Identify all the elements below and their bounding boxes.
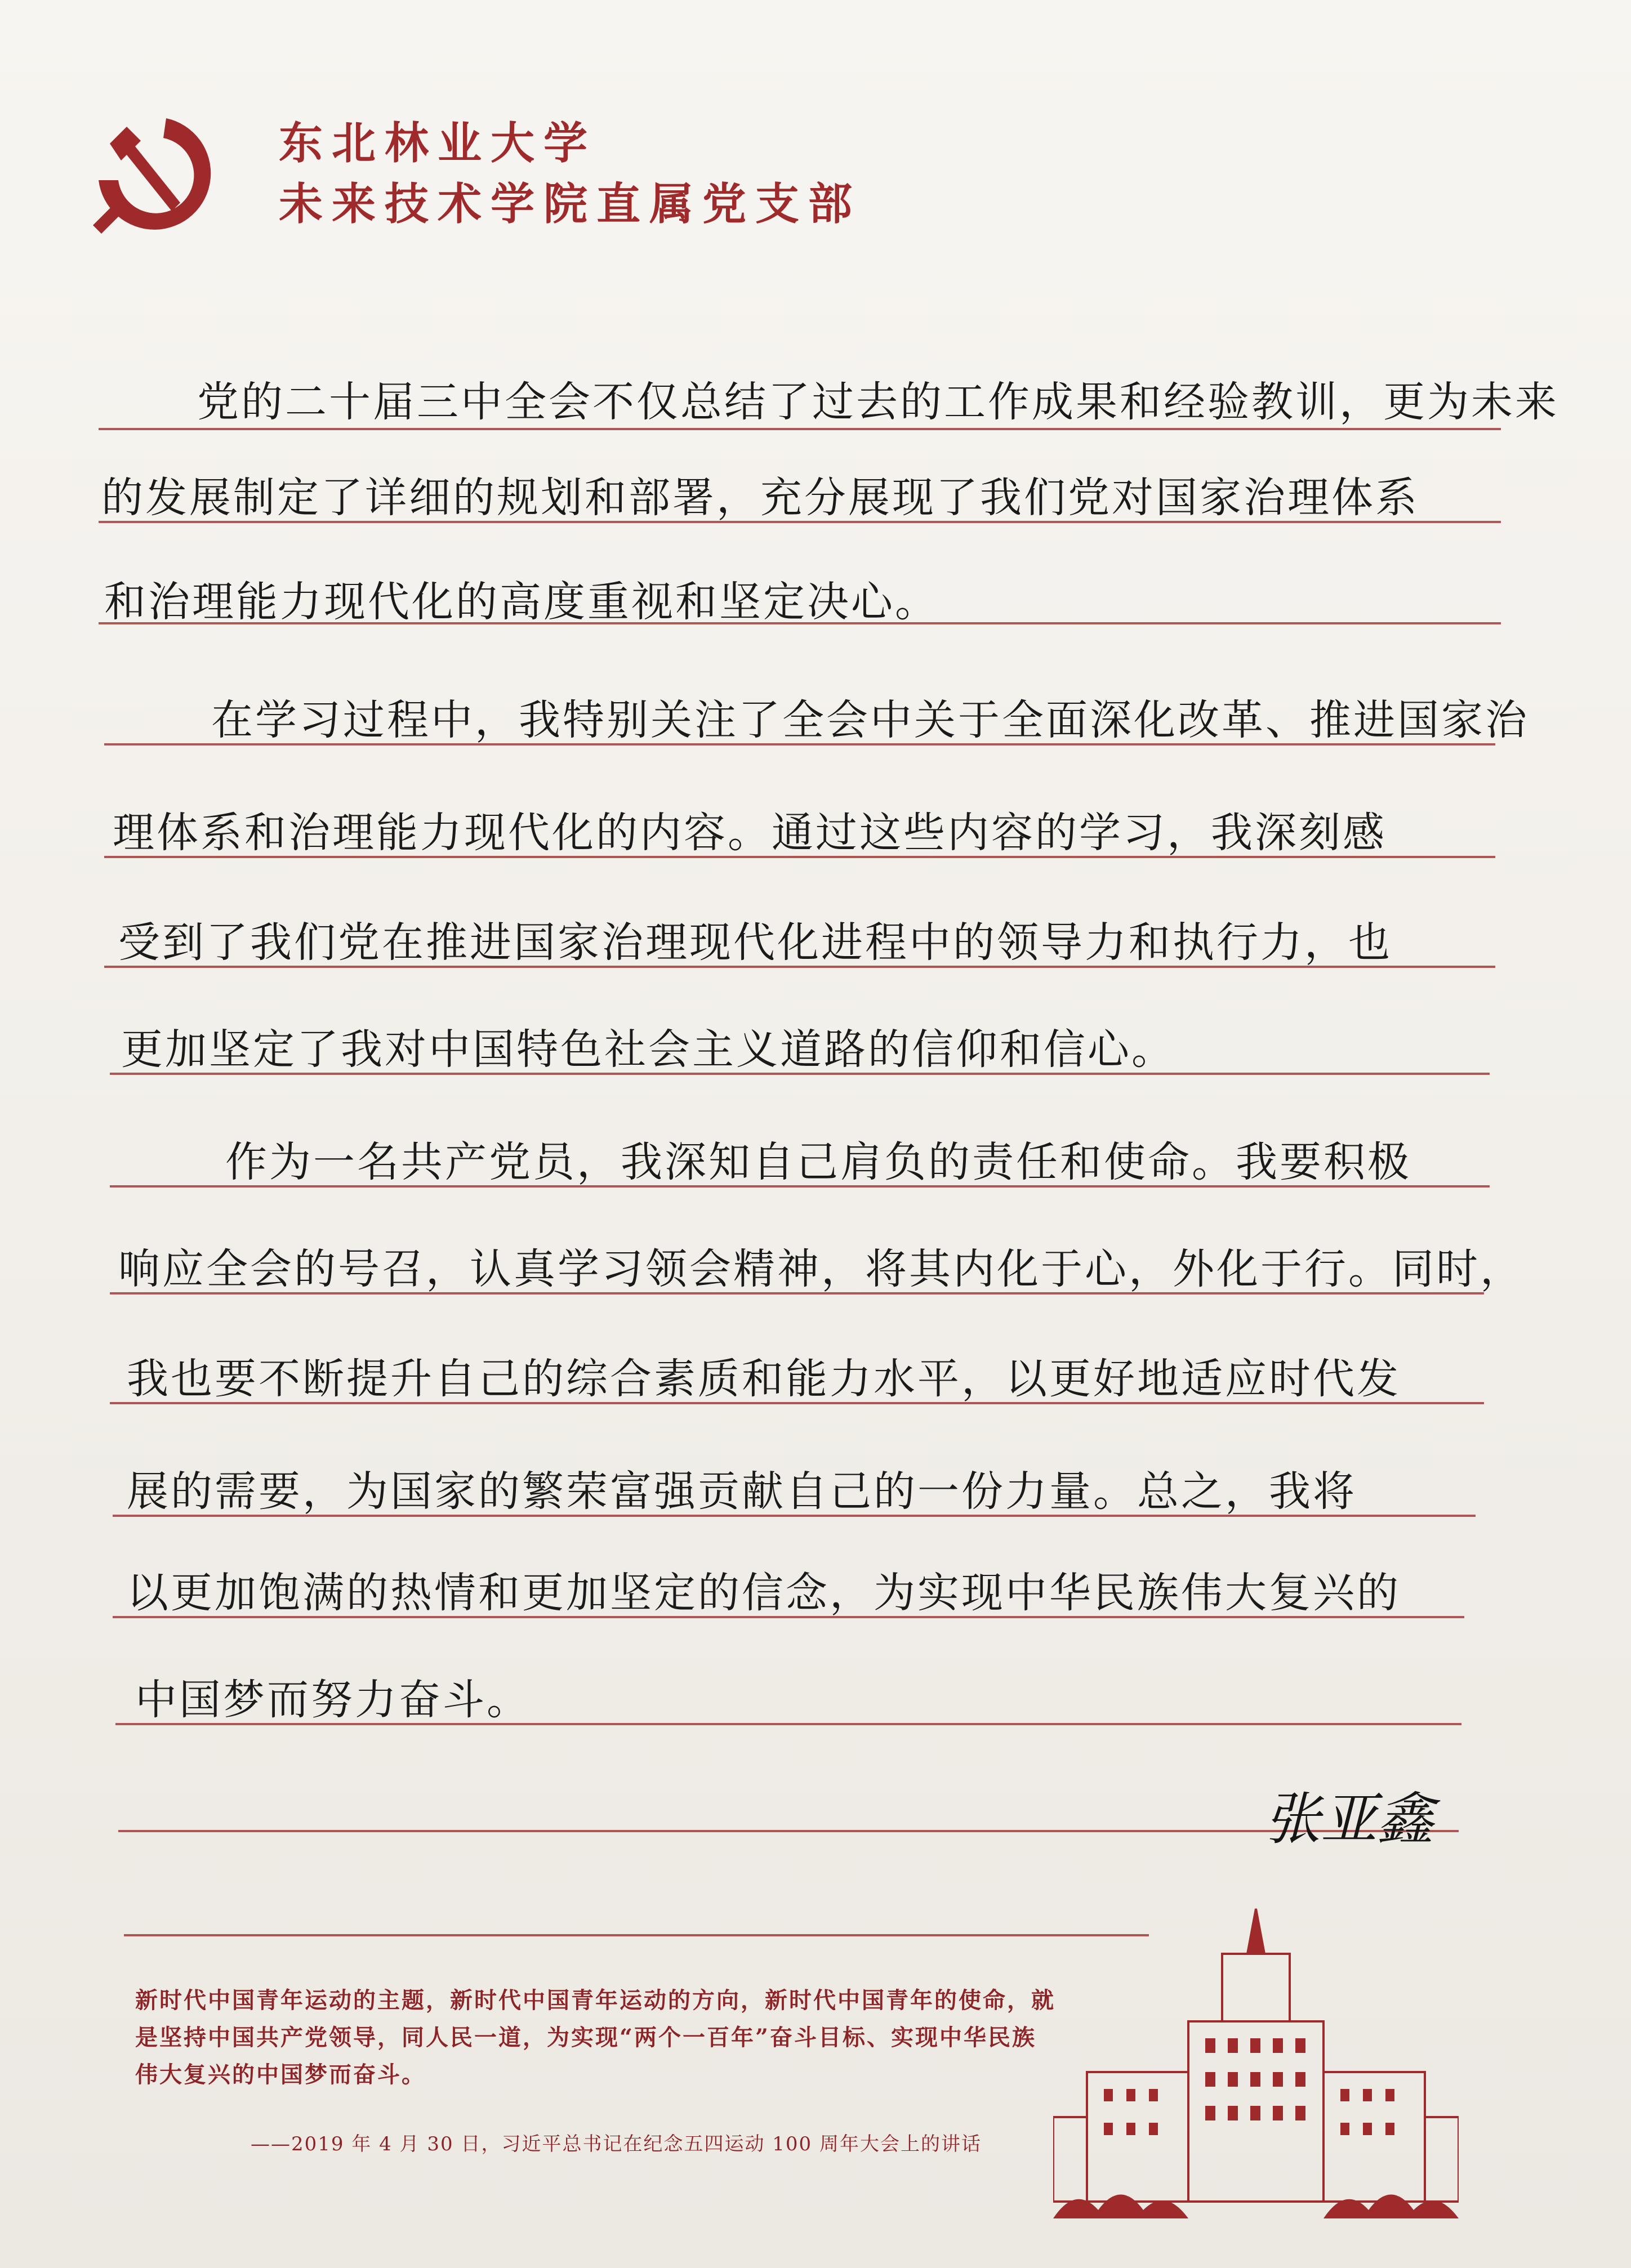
footer-quote: 新时代中国青年运动的主题，新时代中国青年运动的方向，新时代中国青年的使命，就是坚持中国共产党领导，同人民一道，为实现“两个一百年”奋斗目标、实现中华民族伟大复兴的中国梦而奋斗。 [135, 1987, 1055, 2088]
text-line: 理体系和治理能力现代化的内容。通过这些内容的学习，我深刻感 [113, 809, 1387, 857]
ruled-line [124, 1934, 1149, 1936]
text-line: 我也要不断提升自己的综合素质和能力水平，以更好地适应时代发 [127, 1355, 1401, 1403]
text-line: 作为一名共产党员，我深知自己肩负的责任和使命。我要积极 [225, 1138, 1411, 1186]
university-name: 东北林业大学 [279, 118, 597, 169]
text-line: 受到了我们党在推进国家治理现代化进程中的领导力和执行力，也 [118, 918, 1392, 967]
text-line: 的发展制定了详细的规划和部署，充分展现了我们党对国家治理体系 [101, 474, 1419, 522]
university-building-icon [1053, 1903, 1459, 2235]
text-line: 中国梦而努力奋斗。 [135, 1676, 531, 1724]
signature: 张亚鑫 [1264, 1786, 1433, 1852]
text-line: 响应全会的号召，认真学习领会精神，将其内化于心，外化于行。同时， [118, 1245, 1524, 1293]
ruled-line [118, 1830, 1459, 1832]
quote-source: ——2019 年 4 月 30 日，习近平总书记在纪念五四运动 100 周年大会上的讲话 [251, 2133, 982, 2155]
text-line: 展的需要，为国家的繁荣富强贡献自己的一份力量。总之，我将 [127, 1467, 1357, 1516]
organization-header [279, 115, 861, 233]
text-line: 更加坚定了我对中国特色社会主义道路的信仰和信心。 [121, 1025, 1175, 1074]
text-line: 在学习过程中，我特别关注了全会中关于全面深化改革、推进国家治 [211, 696, 1529, 744]
text-line: 以更加饱满的热情和更加坚定的信念，为实现中华民族伟大复兴的 [127, 1569, 1401, 1617]
text-line: 党的二十届三中全会不仅总结了过去的工作成果和经验教训，更为未来 [197, 378, 1559, 426]
hammer-sickle-icon [79, 101, 220, 242]
party-branch-name: 未来技术学院直属党支部 [279, 178, 862, 230]
text-line: 和治理能力现代化的高度重视和坚定决心。 [104, 578, 939, 626]
